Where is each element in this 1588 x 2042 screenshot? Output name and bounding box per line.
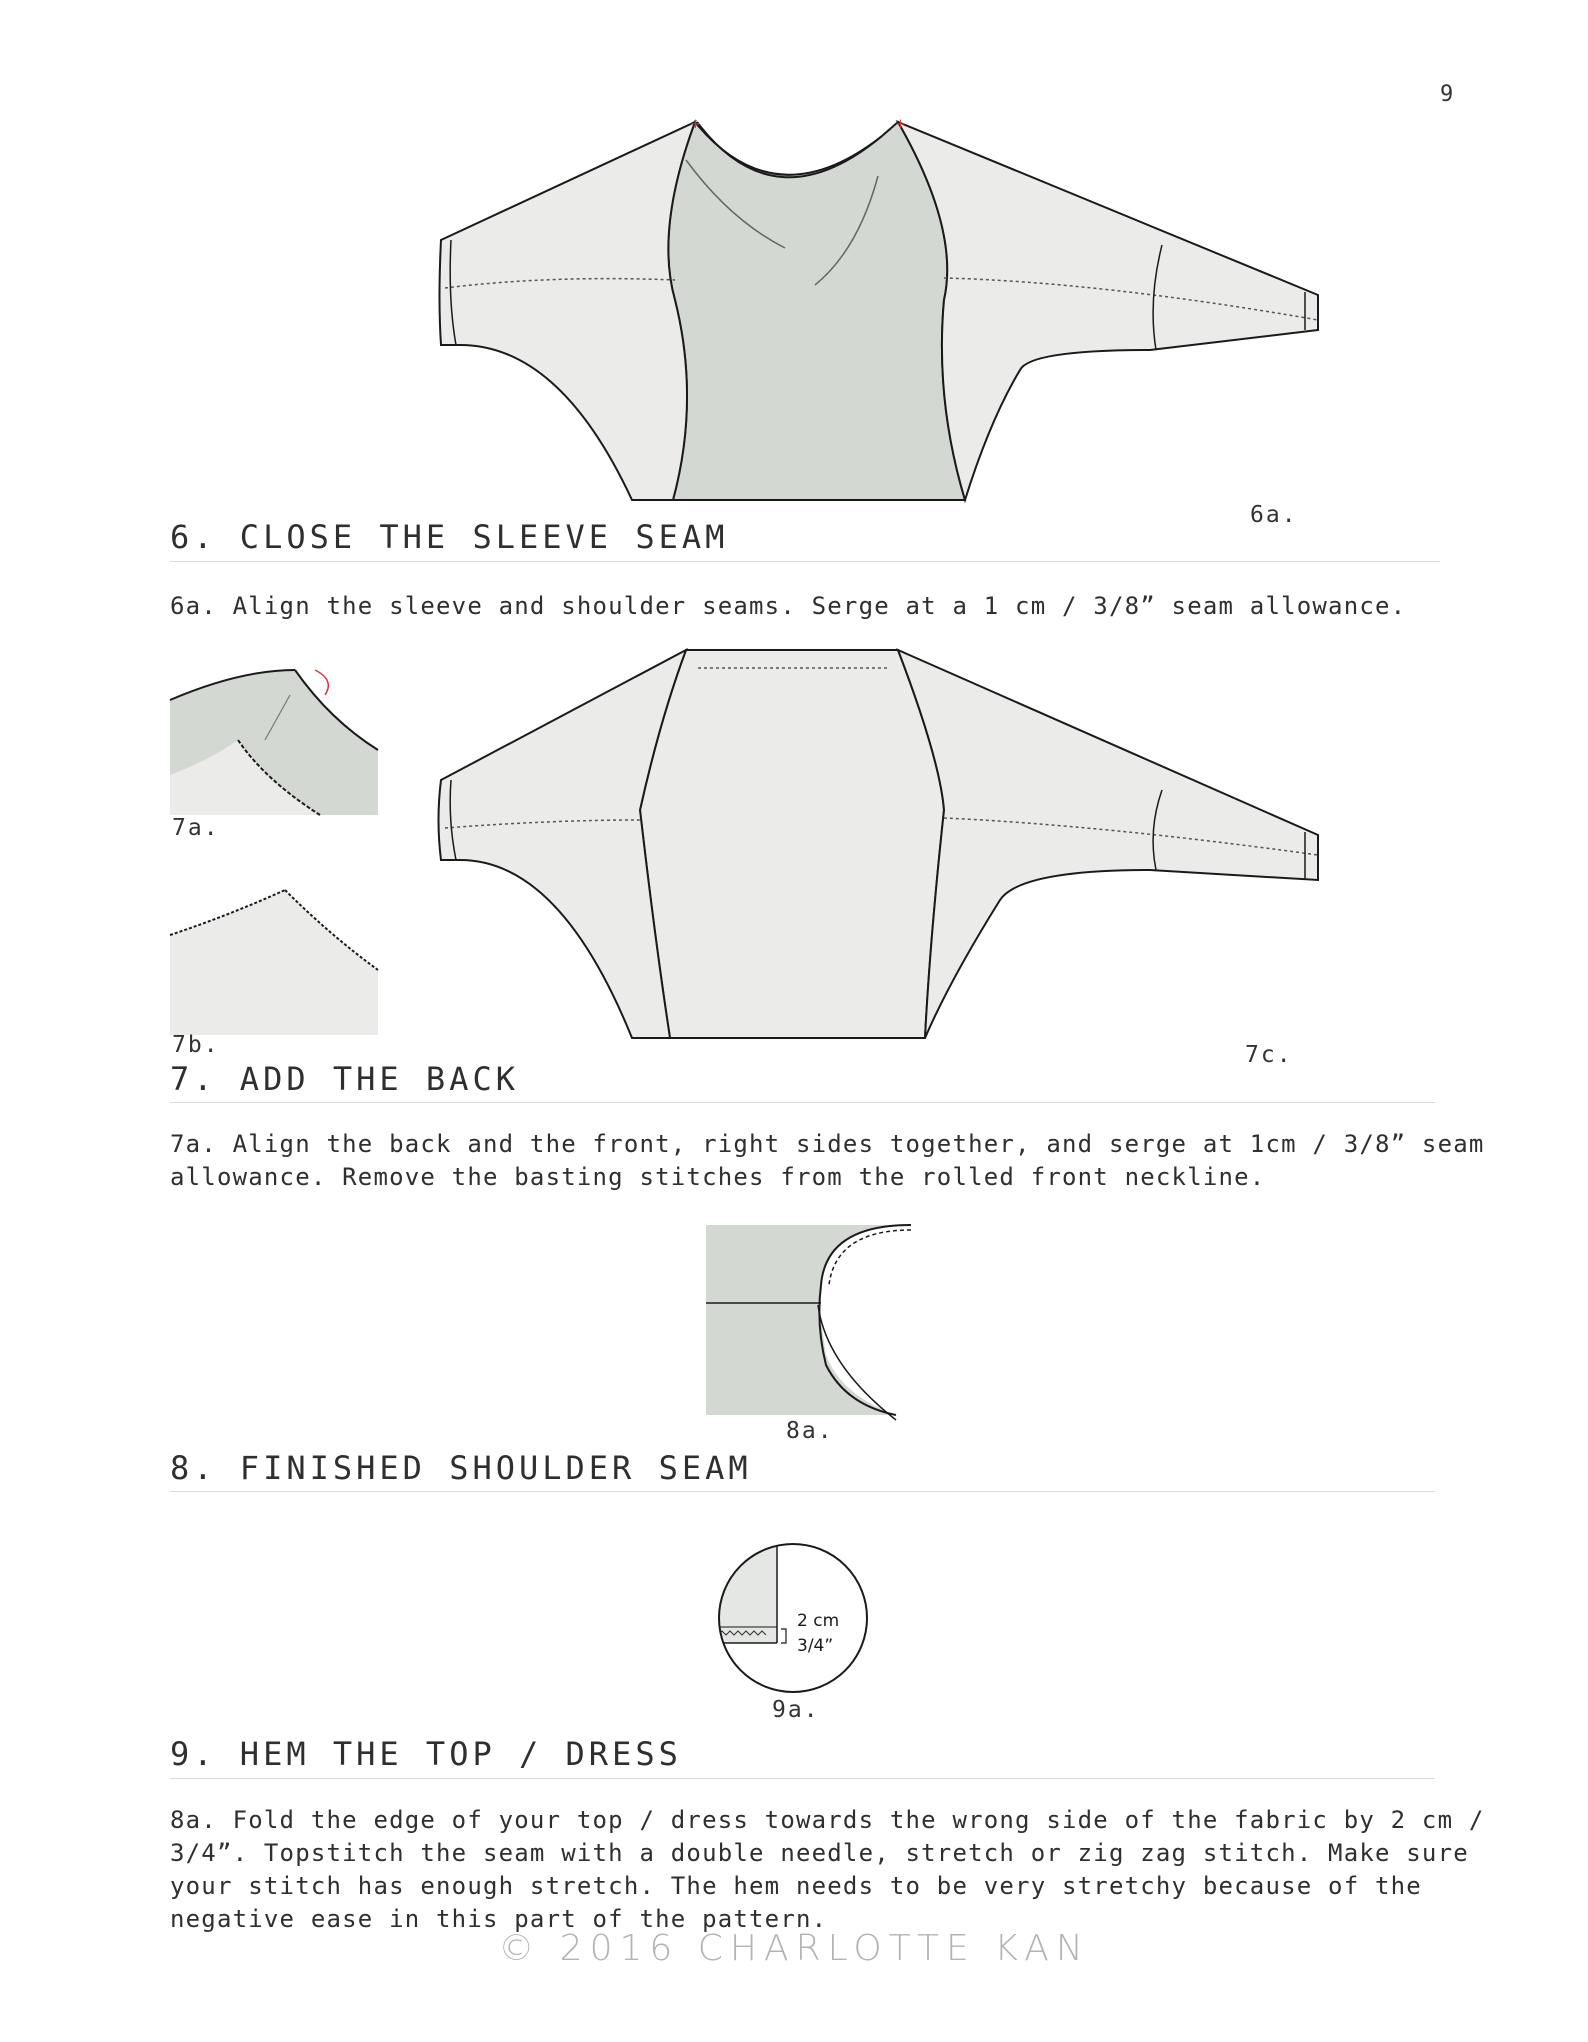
section-heading-9: 9. HEM THE TOP / DRESS <box>170 1735 682 1773</box>
figure-9a-illustration <box>716 1541 876 1701</box>
figure-label-8a: 8a. <box>786 1418 834 1444</box>
figure-label-7c: 7c. <box>1245 1042 1293 1068</box>
figure-8a-illustration <box>706 1225 911 1420</box>
section-heading-8: 8. FINISHED SHOULDER SEAM <box>170 1449 752 1487</box>
section-text-9-line3: your stitch has enough stretch. The hem needs to be very stretchy because of the <box>170 1872 1422 1900</box>
section-rule-8 <box>170 1491 1435 1492</box>
figure-label-6a: 6a. <box>1250 502 1298 528</box>
copyright-footer: © 2016 CHARLOTTE KAN <box>498 1928 1090 1969</box>
section-rule-9 <box>170 1778 1435 1779</box>
page-number: 9 <box>1440 82 1454 107</box>
figure-label-7a: 7a. <box>172 815 220 841</box>
section-text-7-line1: 7a. Align the back and the front, right sides together, and serge at 1cm / 3/8” seam <box>170 1130 1485 1158</box>
section-text-9-line4: negative ease in this part of the pattern. <box>170 1905 828 1933</box>
section-heading-7: 7. ADD THE BACK <box>170 1060 519 1098</box>
section-text-6: 6a. Align the sleeve and shoulder seams. Serge at a 1 cm / 3/8” seam allowance. <box>170 592 1407 620</box>
measure-inch-label: 3/4” <box>797 1636 834 1656</box>
svg-text:+: + <box>895 117 906 132</box>
section-text-9-line2: 3/4”. Topstitch the seam with a double needle, stretch or zig zag stitch. Make sure <box>170 1839 1469 1867</box>
measure-cm-label: 2 cm <box>797 1611 840 1631</box>
section-text-7-line2: allowance. Remove the basting stitches from the rolled front neckline. <box>170 1163 1266 1191</box>
section-rule-7 <box>170 1102 1435 1103</box>
svg-text:+: + <box>690 117 701 132</box>
section-text-9-line1: 8a. Fold the edge of your top / dress towards the wrong side of the fabric by 2 cm / <box>170 1806 1485 1834</box>
figure-label-7b: 7b. <box>172 1032 220 1058</box>
figure-label-9a: 9a. <box>772 1697 820 1723</box>
section-heading-6: 6. CLOSE THE SLEEVE SEAM <box>170 518 729 556</box>
